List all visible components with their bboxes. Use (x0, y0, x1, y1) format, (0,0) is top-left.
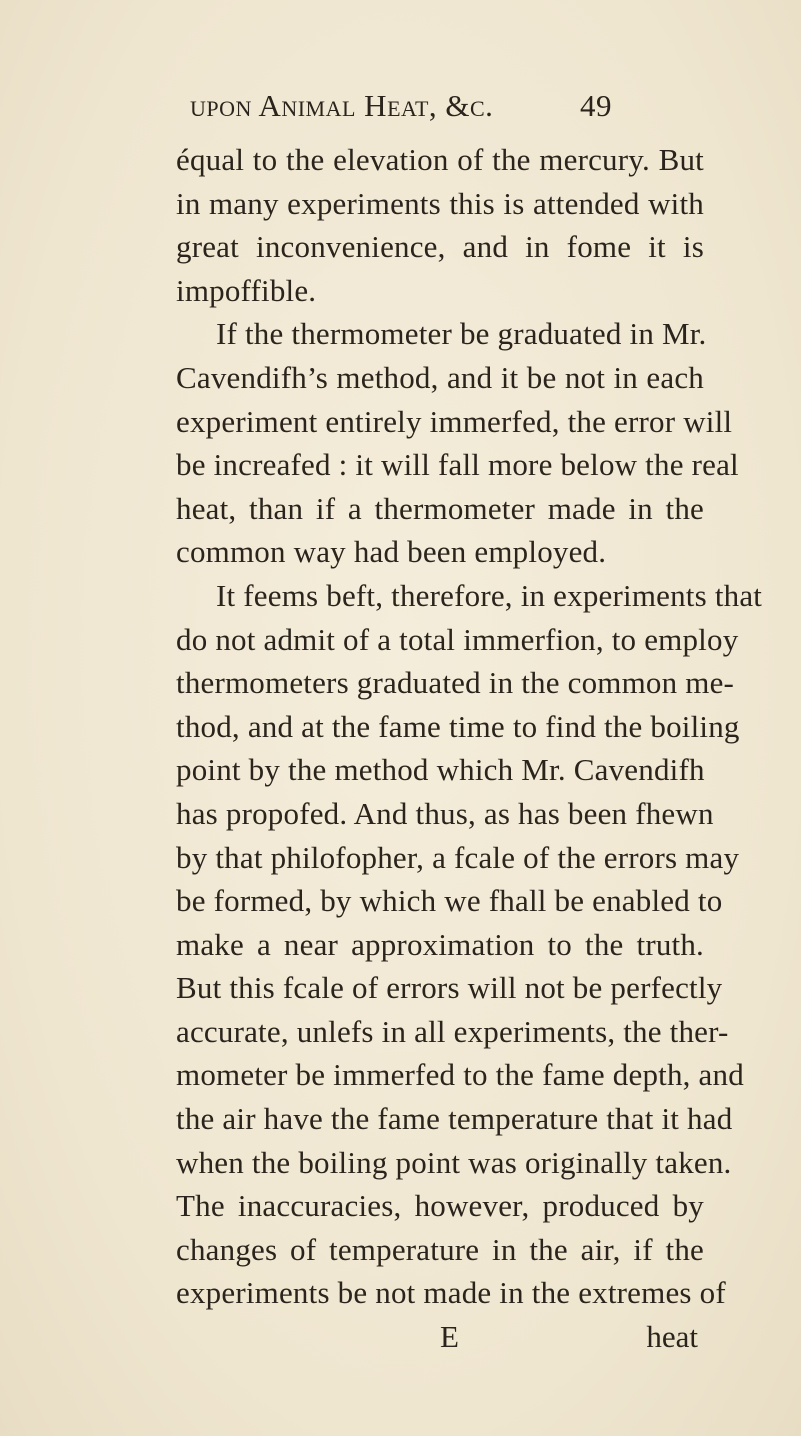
text-line: The inaccuracies, however, produced by (176, 1188, 704, 1224)
text-line: impoffible. (176, 272, 317, 308)
text-line: accurate, unlefs in all experiments, the ther- (176, 1013, 729, 1049)
text-line: be increafed : it will fall more below the real (176, 447, 739, 483)
text-line: experiment entirely immerfed, the error will (176, 403, 733, 439)
text-line: experiments be not made in the extremes of (176, 1275, 726, 1311)
text-line: make a near approximation to the truth. (176, 926, 704, 962)
text-line: thod, and at the fame time to find the boiling (176, 708, 740, 744)
text-line: has propofed. And thus, as has been fhewn (176, 795, 714, 831)
text-line: in many experiments this is attended with (176, 185, 704, 221)
text-line: équal to the elevation of the mercury. But (176, 142, 704, 177)
catchword: heat (646, 1319, 698, 1355)
text-line: point by the method which Mr. Cavendifh (176, 752, 705, 788)
text-line: mometer be immerfed to the fame depth, and (176, 1057, 744, 1093)
text-line: thermometers graduated in the common me- (176, 665, 735, 701)
signature-mark: E (440, 1319, 459, 1355)
text-line: the air have the fame temperature that it had (176, 1101, 733, 1137)
text-line: heat, than if a thermometer made in the (176, 490, 704, 526)
page-footer (176, 1315, 704, 1359)
running-head-title: upon Animal Heat, &c. (190, 88, 494, 123)
text-line: great inconvenience, and in fome it is (176, 229, 704, 265)
text-line: If the thermometer be graduated in Mr. (216, 316, 707, 352)
text-line: It feems beft, therefore, in experiments that (216, 577, 763, 613)
text-line: Cavendifh’s method, and it be not in each (176, 359, 704, 395)
running-head (190, 88, 620, 128)
text-line: common way had been employed. (176, 534, 607, 570)
text-line: be formed, by which we fhall be enabled to (176, 883, 723, 919)
text-line: changes of temperature in the air, if the (176, 1231, 704, 1267)
body-text (176, 138, 763, 1359)
text-line: do not admit of a total immerfion, to employ (176, 621, 739, 657)
page-number: 49 (580, 88, 612, 123)
text-line: by that philofopher, a fcale of the errors may (176, 839, 740, 875)
text-line: But this fcale of errors will not be perfectly (176, 970, 723, 1006)
text-line: when the boiling point was originally taken. (176, 1144, 732, 1180)
